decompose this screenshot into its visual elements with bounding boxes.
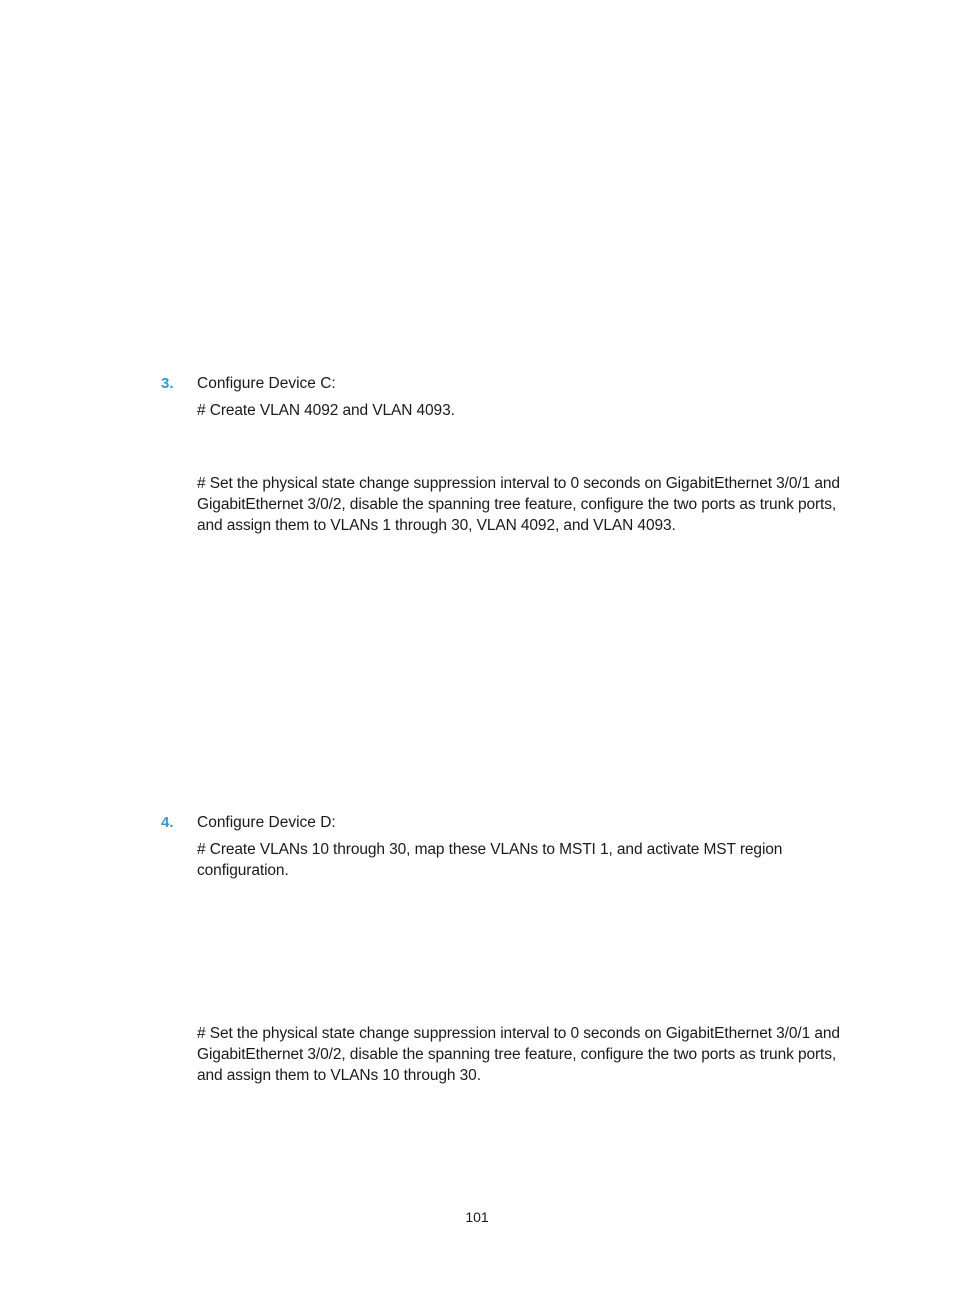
paragraph-line: # Set the physical state change suppression interval to 0 seconds on GigabitEthernet 3/0/1 and [197,1025,840,1042]
paragraph [197,473,865,536]
step-number: 4. [161,814,174,831]
step-title: Configure Device C: [197,375,336,392]
paragraph [197,1023,865,1086]
paragraph [197,839,865,881]
paragraph [197,400,865,421]
page-number: 101 [465,1209,489,1225]
paragraph-line: GigabitEthernet 3/0/2, disable the spanning tree feature, configure the two ports as trunk ports, [197,1046,837,1063]
paragraph-line: # Create VLAN 4092 and VLAN 4093. [197,402,455,419]
paragraph-line: configuration. [197,862,289,879]
paragraph-line: GigabitEthernet 3/0/2, disable the spanning tree feature, configure the two ports as trunk ports, [197,496,837,513]
step-number: 3. [161,375,174,392]
paragraph-line: # Set the physical state change suppression interval to 0 seconds on GigabitEthernet 3/0/1 and [197,475,840,492]
paragraph-line: # Create VLANs 10 through 30, map these VLANs to MSTI 1, and activate MST region [197,841,783,858]
paragraph-line: and assign them to VLANs 1 through 30, VLAN 4092, and VLAN 4093. [197,517,676,534]
paragraph-line: and assign them to VLANs 10 through 30. [197,1067,481,1084]
step-title: Configure Device D: [197,814,336,831]
